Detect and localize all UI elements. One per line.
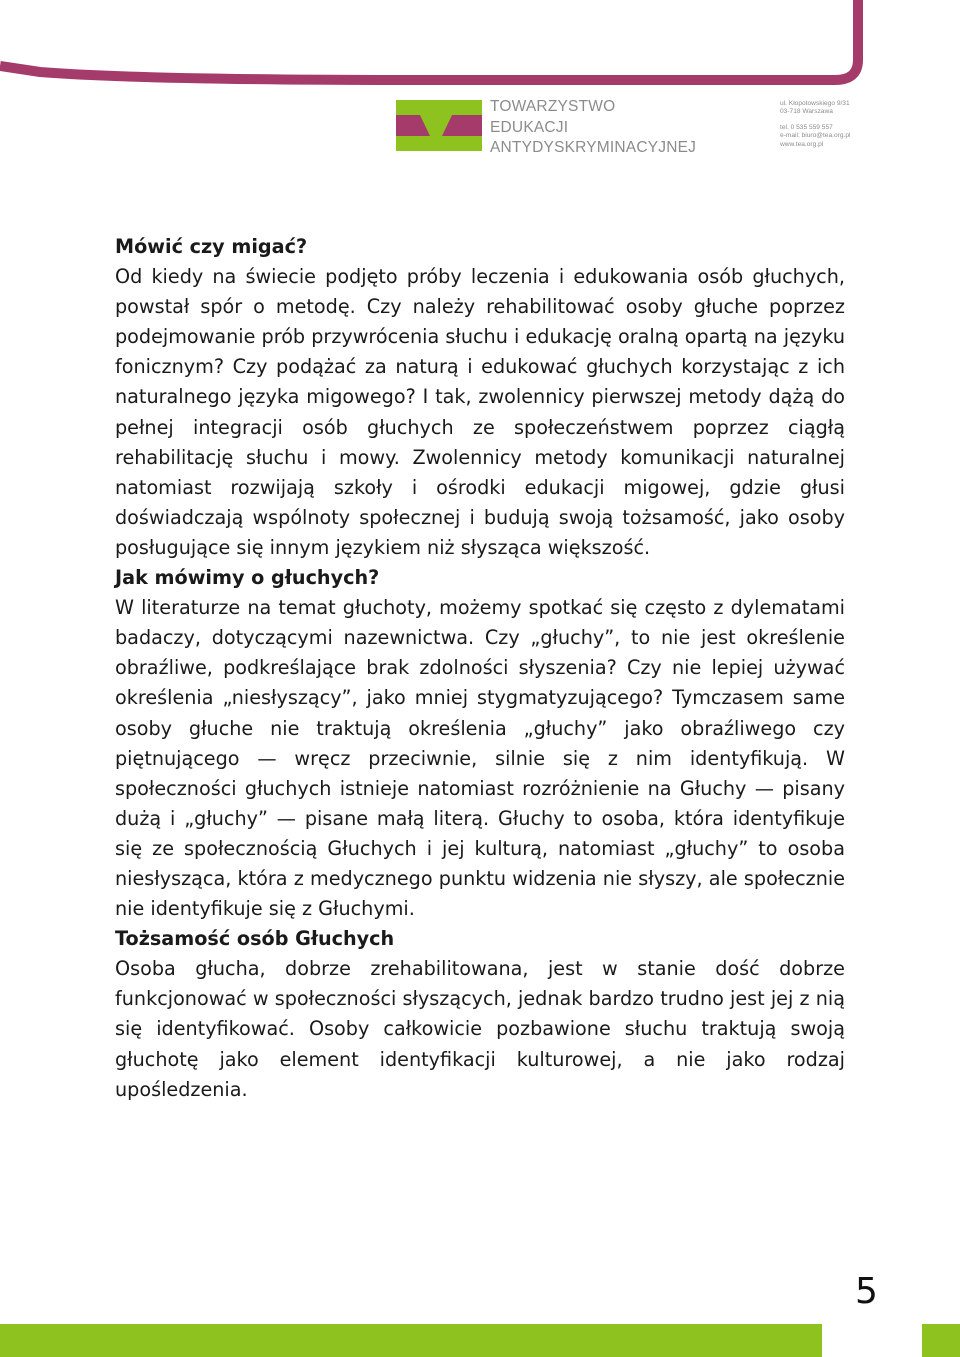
contact-block bbox=[780, 100, 850, 149]
website-line: www.tea.org.pl bbox=[780, 140, 824, 148]
section-paragraph-3: Osoba głucha, dobrze zrehabilitowana, jest w stanie dość dobrze funkcjonować w społeczności słyszących, jednak bardzo trudno jest jej z nią się identyfikować. Osoby całkowicie pozbawione słuchu traktują swoją głuchotę jako element identyfikacji kulturowej, a nie jako rodzaj upośledzenia. bbox=[115, 957, 845, 1101]
page-number: 5 bbox=[855, 1271, 878, 1312]
footer-bar-left bbox=[0, 1324, 822, 1357]
section-paragraph-1: Od kiedy na świecie podjęto próby leczenia i edukowania osób głuchych, powstał spór o metodę. Czy należy rehabilitować osoby głuche poprzez podejmowanie prób przywrócenia słuchu i edukację oralną opartą na języku fonicznym? Czy podążać za naturą i edukować głuchych korzystając z ich naturalnego języka migowego? I tak, zwolennicy pierwszej metody dążą do pełnej integracji osób głuchych ze społeczeństwem poprzez ciągłą rehabilitację słuchu i mowy. Zwolennicy metody komunikacji naturalnej natomiast rozwijają szkoły i ośrodki edukacji migowej, gdzie głusi doświadczają wspólnoty społecznej i budują swoją tożsamość, jako osoby posługujące się innym językiem niż słysząca większość. bbox=[115, 265, 845, 559]
org-name-line-1: TOWARZYSTWO bbox=[490, 98, 616, 115]
tea-logo-icon bbox=[396, 100, 486, 156]
footer-bar-right bbox=[922, 1324, 960, 1357]
address-line-2: 03-718 Warszawa bbox=[780, 108, 833, 116]
pink-frame-line bbox=[0, 0, 858, 80]
section-heading-3: Tożsamość osób Głuchych bbox=[115, 927, 395, 951]
section-paragraph-2: W literaturze na temat głuchoty, możemy spotkać się często z dylematami badaczy, dotyczącymi nazewnictwa. Czy „głuchy”, to nie jest określenie obraźliwe, podkreślające brak zdolności słyszenia? Czy nie lepiej używać określenia „niesłyszący”, jako mniej stygmatyzującego? Tymczasem same osoby głuche nie traktują określenia „głuchy” jako obraźliwego czy piętnującego — wręcz przeciwnie, silnie się z nim identyfikują. W społeczności głuchych istnieje natomiast rozróżnienie na Głuchy — pisany dużą i „głuchy” — pisane małą literą. Głuchy to osoba, która identyfikuje się ze społecznością Głuchych i jej kulturą, natomiast „głuchy” to osoba niesłysząca, która z medycznego punktu widzenia nie słyszy, ale społecznie nie identyfikuje się z Głuchymi. bbox=[115, 596, 845, 921]
section-heading-1: Mówić czy migać? bbox=[115, 235, 308, 258]
address-line-1: ul. Kłopotowskiego 9/31 bbox=[780, 100, 850, 107]
header-frame-decoration bbox=[0, 0, 960, 90]
organization-name bbox=[490, 97, 696, 159]
email-line: e-mail: biuro@tea.org.pl bbox=[780, 132, 851, 140]
org-name-line-2: EDUKACJI bbox=[490, 118, 569, 136]
section-heading-2: Jak mówimy o głuchych? bbox=[115, 566, 380, 590]
document-body bbox=[115, 232, 845, 1105]
org-name-line-3: ANTYDYSKRYMINACYJNEJ bbox=[490, 139, 697, 156]
phone-line: tel. 0 535 559 557 bbox=[780, 123, 833, 131]
